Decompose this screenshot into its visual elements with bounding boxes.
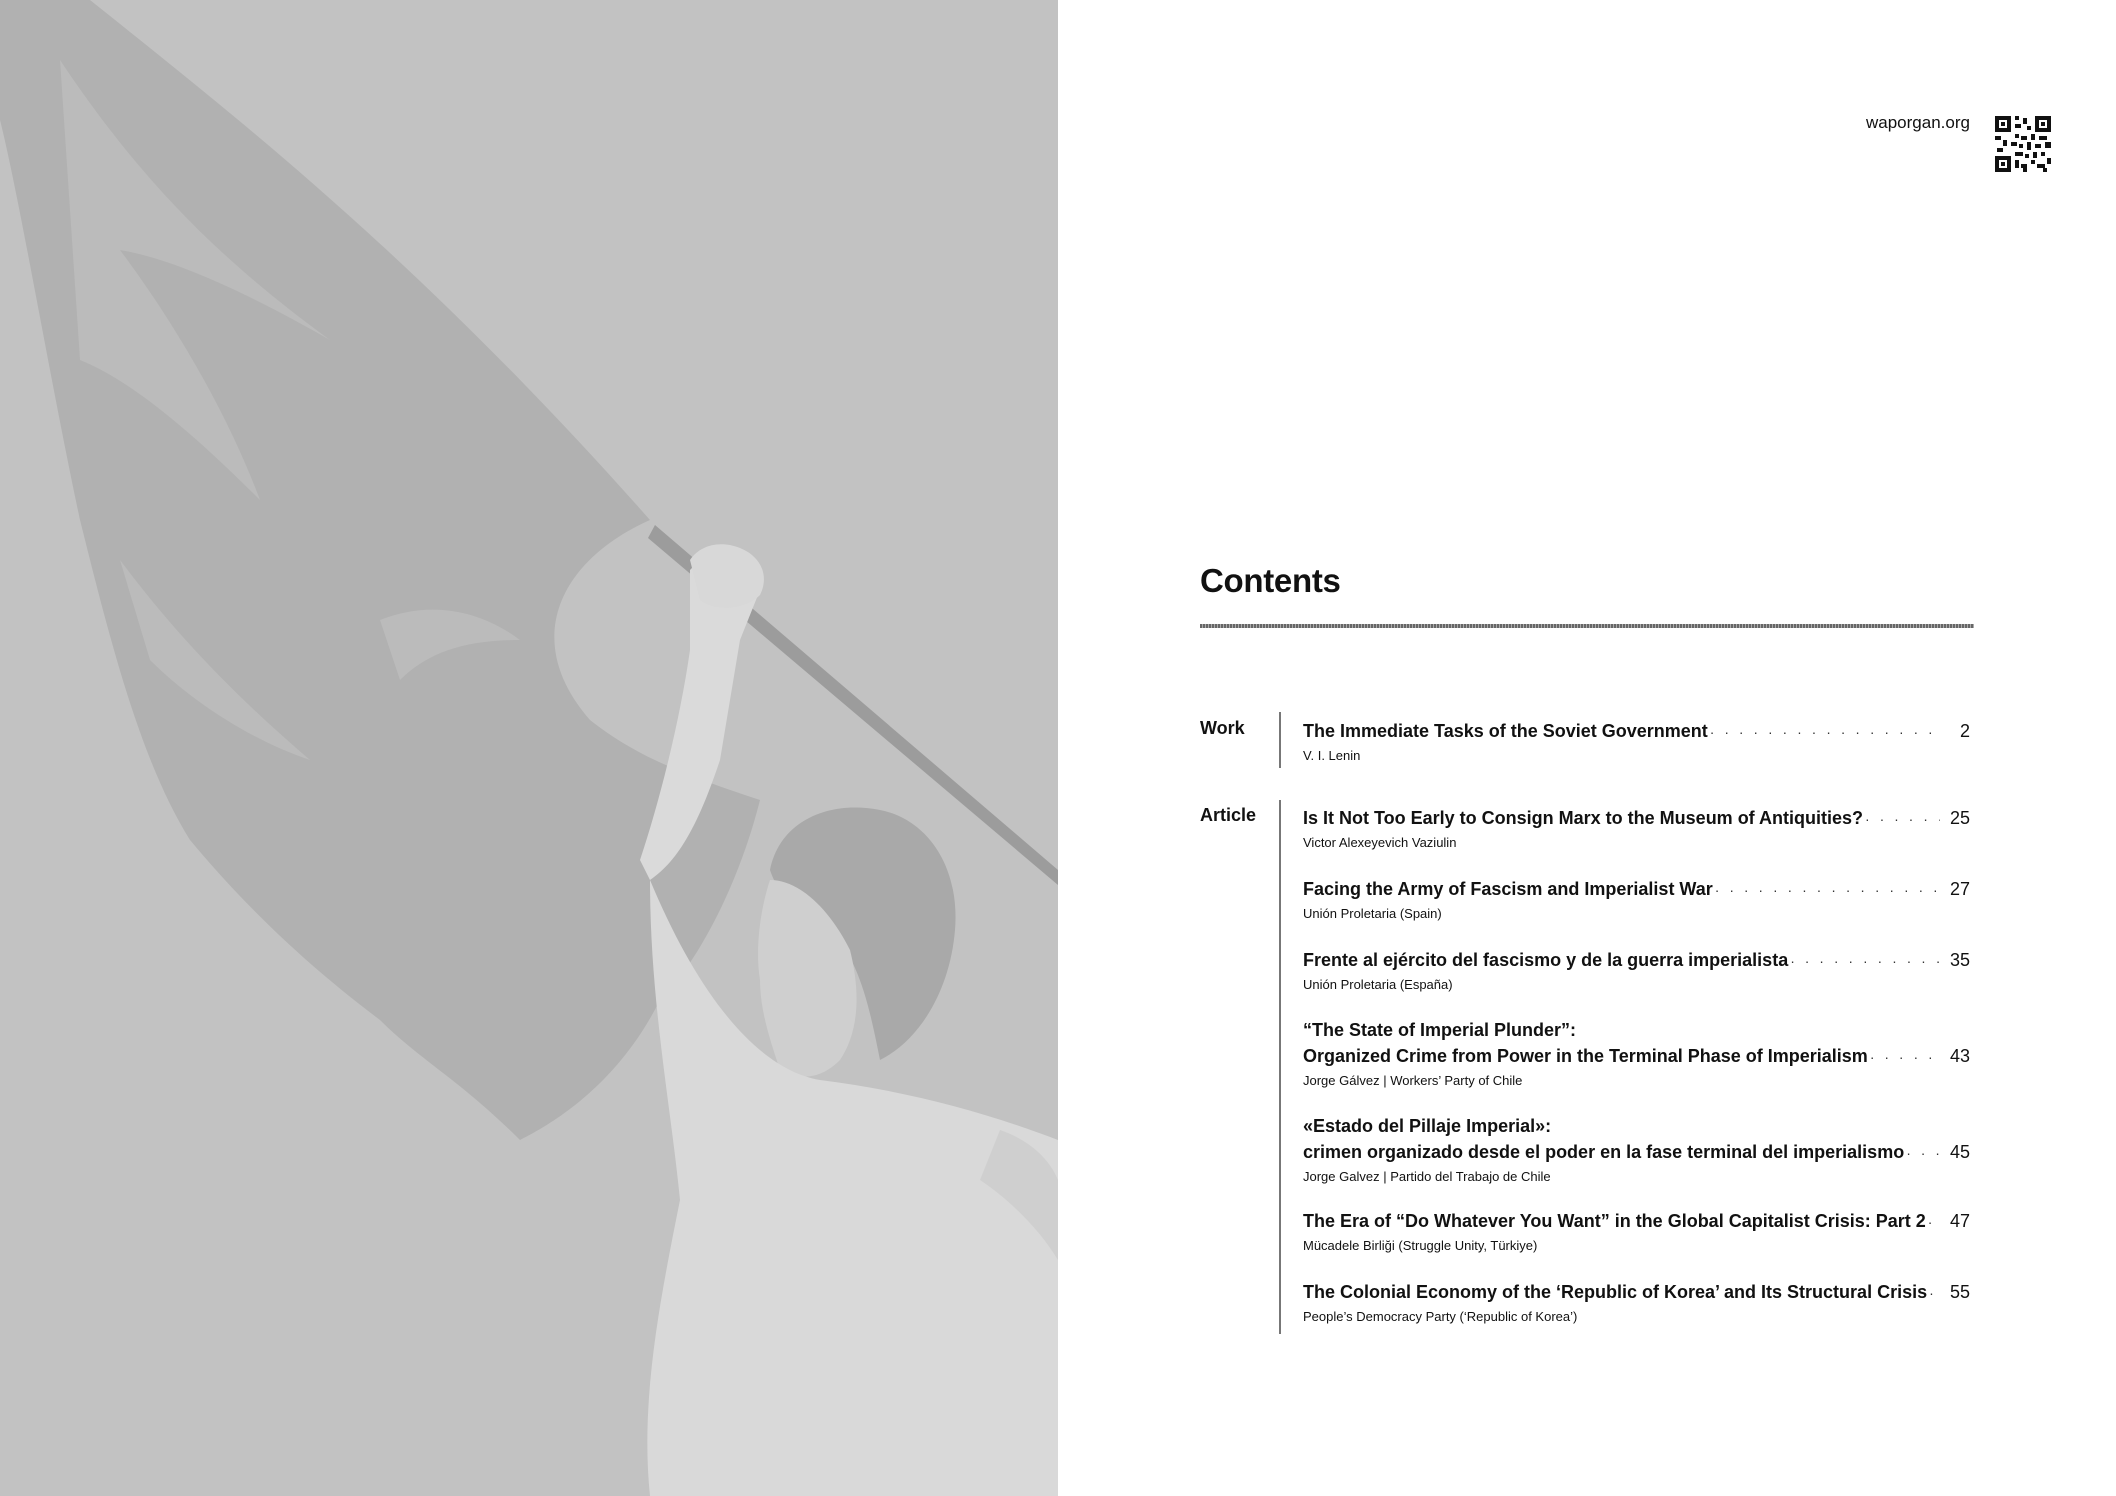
toc-entry[interactable] — [1303, 1208, 1970, 1255]
entry-page: 45 — [1949, 1142, 1970, 1162]
title-rule — [1200, 624, 1974, 628]
entry-title[interactable]: The Colonial Economy of the ‘Republic of Korea’ and Its Structural Crisis — [1303, 1282, 1928, 1302]
entry-title[interactable]: The Immediate Tasks of the Soviet Government — [1303, 721, 1708, 741]
toc-entry[interactable] — [1303, 876, 1970, 923]
section-divider — [1279, 800, 1281, 1334]
entry-author: Mücadele Birliği (Struggle Unity, Türkiye) — [1303, 1238, 1538, 1253]
toc-entry[interactable] — [1303, 718, 1970, 765]
dot-leader — [1904, 1140, 1940, 1166]
entry-page: 35 — [1949, 950, 1970, 970]
toc-entry[interactable] — [1303, 1279, 1970, 1326]
entry-author: Jorge Gálvez | Workers’ Party of Chile — [1303, 1073, 1523, 1088]
dot-leader — [1863, 806, 1940, 832]
entry-page: 47 — [1949, 1211, 1970, 1231]
section-divider — [1279, 712, 1281, 768]
dot-leader — [1926, 1209, 1940, 1235]
entry-title[interactable]: crimen organizado desde el poder en la fase terminal del imperialismo — [1303, 1142, 1905, 1162]
entry-author: Unión Proletaria (Spain) — [1303, 906, 1442, 921]
entry-title-line1[interactable]: «Estado del Pillaje Imperial»: — [1303, 1116, 1552, 1136]
entry-page: 2 — [1959, 721, 1970, 741]
entry-author: V. I. Lenin — [1303, 748, 1361, 763]
entry-title[interactable]: Is It Not Too Early to Consign Marx to the Museum of Antiquities? — [1303, 808, 1864, 828]
entry-author: People’s Democracy Party (‘Republic of Korea’) — [1303, 1309, 1578, 1324]
entry-title[interactable]: Frente al ejército del fascismo y de la guerra imperialista — [1303, 950, 1789, 970]
toc-entry[interactable] — [1303, 1017, 1970, 1090]
toc-entry[interactable] — [1303, 1113, 1970, 1186]
qr-code-icon[interactable] — [1995, 116, 2051, 172]
contents-page — [1058, 0, 2116, 1496]
entry-page: 27 — [1949, 879, 1970, 899]
toc-entry[interactable] — [1303, 805, 1970, 852]
entry-title[interactable]: The Era of “Do Whatever You Want” in the Global Capitalist Crisis: Part 2 — [1303, 1211, 1926, 1231]
dot-leader — [1713, 877, 1940, 903]
site-url[interactable]: waporgan.org — [1866, 113, 1970, 132]
entry-page: 25 — [1949, 808, 1970, 828]
dot-leader — [1708, 719, 1940, 745]
entry-author: Unión Proletaria (España) — [1303, 977, 1453, 992]
entry-author: Victor Alexeyevich Vaziulin — [1303, 835, 1457, 850]
entry-title-line1[interactable]: “The State of Imperial Plunder”: — [1303, 1020, 1577, 1040]
entry-title[interactable]: Facing the Army of Fascism and Imperialist War — [1303, 879, 1713, 899]
entry-author: Jorge Galvez | Partido del Trabajo de Chile — [1303, 1169, 1551, 1184]
contents-title: Contents — [1200, 562, 1341, 599]
dot-leader — [1868, 1044, 1940, 1070]
dot-leader — [1788, 948, 1940, 974]
dot-leader — [1927, 1280, 1940, 1306]
toc-entry[interactable] — [1303, 947, 1970, 994]
entry-page: 43 — [1949, 1046, 1970, 1066]
section-label-article: Article — [1200, 805, 1257, 825]
entry-page: 55 — [1949, 1282, 1970, 1302]
entry-title[interactable]: Organized Crime from Power in the Terminal Phase of Imperialism — [1303, 1046, 1868, 1066]
section-label-work: Work — [1200, 718, 1245, 738]
